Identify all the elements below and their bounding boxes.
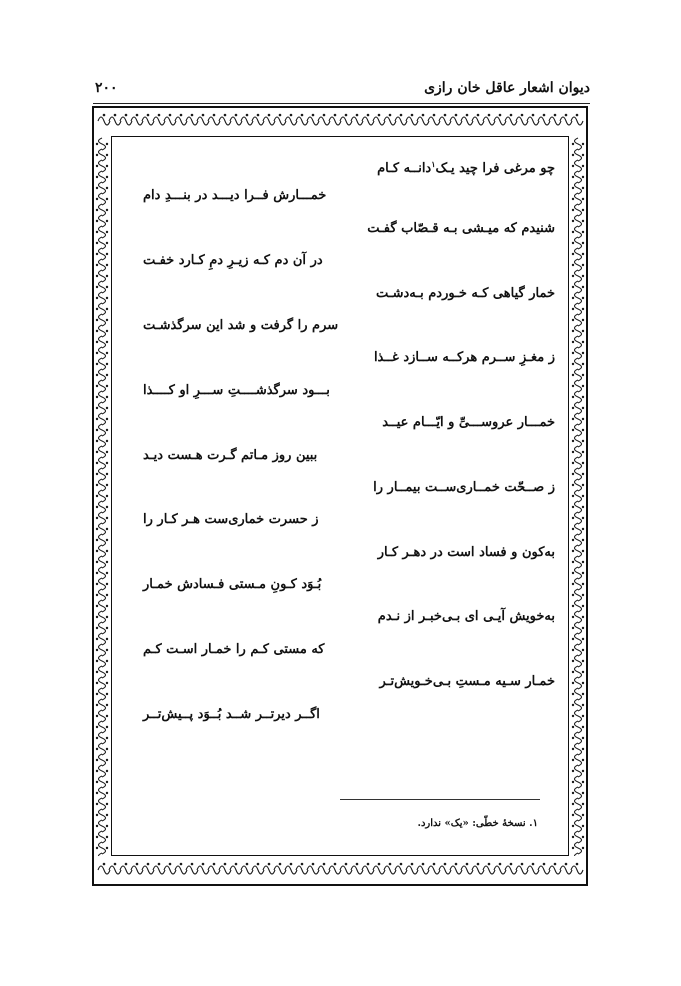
poem-line: [120, 213, 560, 245]
poem-line: [120, 278, 560, 310]
running-head: [95, 80, 590, 102]
poem-line-segment: به‌کون و فساد است در دهـر کـار: [377, 544, 555, 560]
poem-line-text: [143, 310, 338, 342]
poem-line-segment: دانــه کـام: [377, 161, 432, 177]
ornament-band-bottom: [94, 857, 586, 883]
ornament-band-left: [94, 136, 110, 856]
poem-line-text: [143, 375, 330, 407]
poem-line-segment: بُـوَد کـونِ مـستی فـسادش خمـار: [143, 577, 322, 593]
poem-line: [120, 666, 560, 698]
poem-line: [120, 634, 560, 666]
poem-line-text: [379, 666, 555, 698]
poem-line-segment: که مستی کـم را خمـار اسـت کـم: [143, 641, 325, 657]
poem-line: [120, 180, 560, 212]
poem-line-segment: ز مغـزِ ســرم هرکــه ســازد غــذا: [373, 350, 555, 366]
poem-line: [120, 601, 560, 633]
poem-line-text: [374, 342, 555, 374]
footnote-rule: [340, 799, 540, 800]
poem-line-text: [143, 504, 319, 536]
poem-line-text: [367, 213, 555, 245]
poem-line-text: [378, 537, 555, 569]
poem-line: [120, 342, 560, 374]
poem-line: [120, 699, 560, 731]
poem-line-segment: سرم را گرفت و شد این سرگذشـت: [143, 317, 339, 333]
poem-line-text: [143, 634, 325, 666]
poem-line-segment: ز حسرت خماری‌ست هـر کـار را: [143, 512, 319, 528]
poem-line: [120, 245, 560, 277]
poem-line-text: [378, 601, 555, 633]
poem-line-segment: ببین روز مـاتم گـرت هـست دیـد: [143, 447, 318, 463]
poem-line: [120, 537, 560, 569]
poem-body: [120, 148, 560, 731]
poem-line: [120, 375, 560, 407]
poem-line-text: [143, 699, 320, 731]
poem-line: [120, 148, 560, 180]
poem-line-segment: خمـار سـیه مـستِ بـی‌خـویش‌تـر: [379, 674, 555, 690]
poem-line-segment: خمار گیاهی کـه خـوردم بـه‌دشـت: [376, 285, 555, 301]
poem-line-text: [376, 278, 555, 310]
poem-line-text: [143, 180, 326, 212]
poem-line-segment: خمـــار عروســـیِّ و ایّـــام عیــد: [382, 415, 555, 431]
poem-line-segment: در آن دم کـه زیـرِ دمِ کـارد خفـت: [143, 253, 323, 269]
poem-line-segment: خمـــارش فــرا دیـــد در بنـــدِ دام: [143, 188, 327, 204]
poem-line: [120, 504, 560, 536]
page-number: ۲۰۰: [95, 80, 118, 96]
poem-line: [120, 569, 560, 601]
poem-line-text: [143, 569, 321, 601]
poem-line: [120, 440, 560, 472]
poem-line-text: [382, 407, 555, 439]
ornament-band-right: [570, 136, 586, 856]
poem-line-segment: شنیدم که میـشی بـه قـصّاب گفـت: [367, 220, 555, 236]
poem-line: [120, 407, 560, 439]
poem-line-segment: به‌خویش آیـی ای بـی‌خبـر از نـدم: [377, 609, 555, 625]
poem-line-segment: چو مرغی فرا چید یـک: [435, 161, 555, 177]
poem-line-segment: اگــر دیرتــر شــد بُــوَد پــیش‌تــر: [143, 706, 320, 722]
poem-line: [120, 310, 560, 342]
header-rule: [93, 103, 590, 104]
poem-line-segment: بـــود سرگذشــــتِ ســـرِ او کــــذا: [143, 382, 330, 398]
footnote: ۱. نسخهٔ خطّی: «یک» ندارد.: [417, 818, 538, 829]
poem-line-text: [143, 245, 323, 277]
poem-line-text: [373, 472, 555, 504]
poem-line-text: [143, 440, 317, 472]
ornament-band-top: [94, 108, 586, 134]
poem-line-segment: ز صــحّت خمــاری‌ســت بیمــار را: [373, 479, 555, 495]
book-title: دیوان اشعار عاقل خان رازی: [424, 80, 590, 96]
poem-line: [120, 472, 560, 504]
footnote-marker: ۱: [431, 159, 436, 169]
